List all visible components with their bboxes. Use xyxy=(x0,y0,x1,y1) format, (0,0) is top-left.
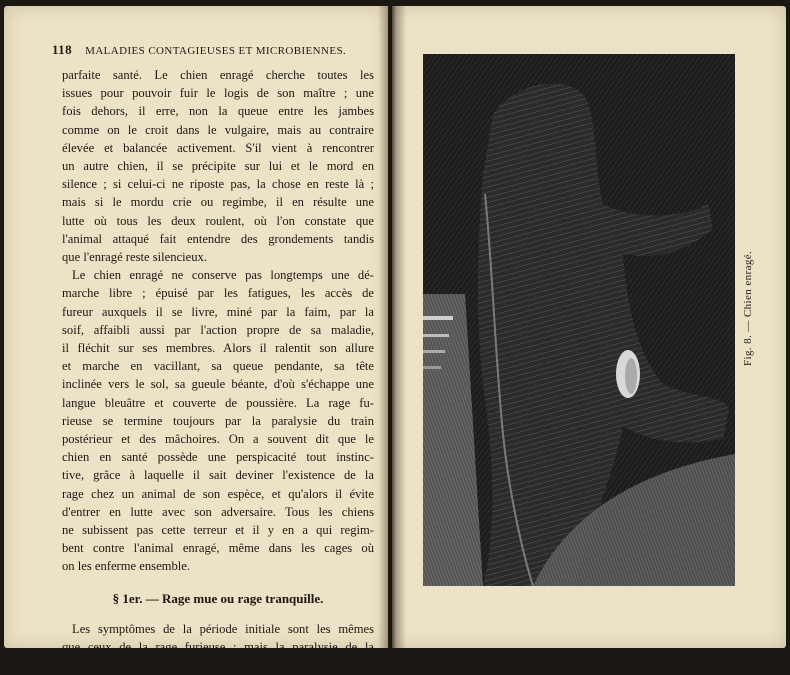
section-heading: § 1er. — Rage mue ou rage tranquille. xyxy=(112,590,324,606)
text-line: comme on le croit dans le vulgaire, mais au contraire xyxy=(62,122,374,137)
text-line: marche libre ; épuisé par les fatigues, les accès de xyxy=(62,286,374,301)
text-line: bent contre l'animal enragé, même dans les cages où xyxy=(62,541,374,556)
text-line: que ceux de la rage furieuse ; mais la paralysie de la xyxy=(62,640,374,655)
page-number: 118 xyxy=(52,42,72,57)
text-line: Le chien enragé ne conserve pas longtemps une dé- xyxy=(72,268,374,283)
text-line: postérieur et des mâchoires. On a souvent dit que le xyxy=(62,432,374,447)
dog-engraving-image xyxy=(423,54,735,586)
engraving-illustration xyxy=(423,54,735,586)
text-line: on les enferme ensemble. xyxy=(62,559,190,574)
text-line: il fléchit sur ses membres. Alors il ralentit son allure xyxy=(62,341,374,356)
text-line: chien en santé possède une perspicacité tout instinc- xyxy=(62,450,374,465)
text-line: mais si le mordu crie ou regimbe, il en résulte une xyxy=(62,195,374,210)
text-line: rage chez un animal de son espèce, et qu'alors il évite xyxy=(62,486,374,501)
text-line: mâchoire inférieure se manifeste soit d'emblée, soit xyxy=(62,658,374,673)
text-line: et marche en vacillant, sa queue pendante, sa tête xyxy=(62,359,374,374)
running-head-title: MALADIES CONTAGIEUSES ET MICROBIENNES. xyxy=(85,45,347,57)
text-line: rieuse se termine toujours par la paralysie du train xyxy=(62,413,374,428)
right-page xyxy=(392,6,786,648)
text-line: ne subissent pas cette terreur et il y en a qui regim- xyxy=(62,523,374,538)
body-text xyxy=(62,66,374,675)
left-page xyxy=(4,6,388,673)
text-line: un autre chien, il se précipite sur lui et le mord en xyxy=(62,159,374,174)
text-line: inclinée vers le sol, sa gueule béante, d'où s'échappe une xyxy=(62,377,374,392)
text-line: fureur auxquels il se livre, miné par la faim, par la xyxy=(62,304,374,319)
text-line: issues pour pouvoir fuir le logis de son maître ; une xyxy=(62,86,374,101)
text-line: lutte où tous les deux roulent, où l'on constate que xyxy=(62,213,374,228)
text-line: langue bleuâtre et couverte de poussière. La rage fu- xyxy=(62,395,374,410)
text-line: soif, affaibli aussi par l'action propre de sa maladie, xyxy=(62,322,374,337)
figure-caption: Fig. 8. — Chien enragé. xyxy=(742,250,754,366)
text-line: parfaite santé. Le chien enragé cherche toutes les xyxy=(62,68,374,82)
text-line: Les symptômes de la période initiale sont les mêmes xyxy=(72,621,374,636)
text-line: l'animal attaqué fait entendre des grondements tandis xyxy=(62,231,374,246)
running-head xyxy=(52,42,382,58)
text-line: que l'enragé reste silencieux. xyxy=(62,250,207,265)
text-line: élevée et balancée activement. S'il vient à rencontrer xyxy=(62,140,374,155)
text-line: silence ; si celui-ci ne riposte pas, la chose en reste là ; xyxy=(62,177,374,192)
text-line: fois dehors, il erre, non la queue entre les jambes xyxy=(62,104,374,119)
text-line: tive, grâce à laquelle il sait deviner l'existence de la xyxy=(62,468,374,483)
text-line: d'entrer en lutte avec son adversaire. Tous les chiens xyxy=(62,504,374,519)
